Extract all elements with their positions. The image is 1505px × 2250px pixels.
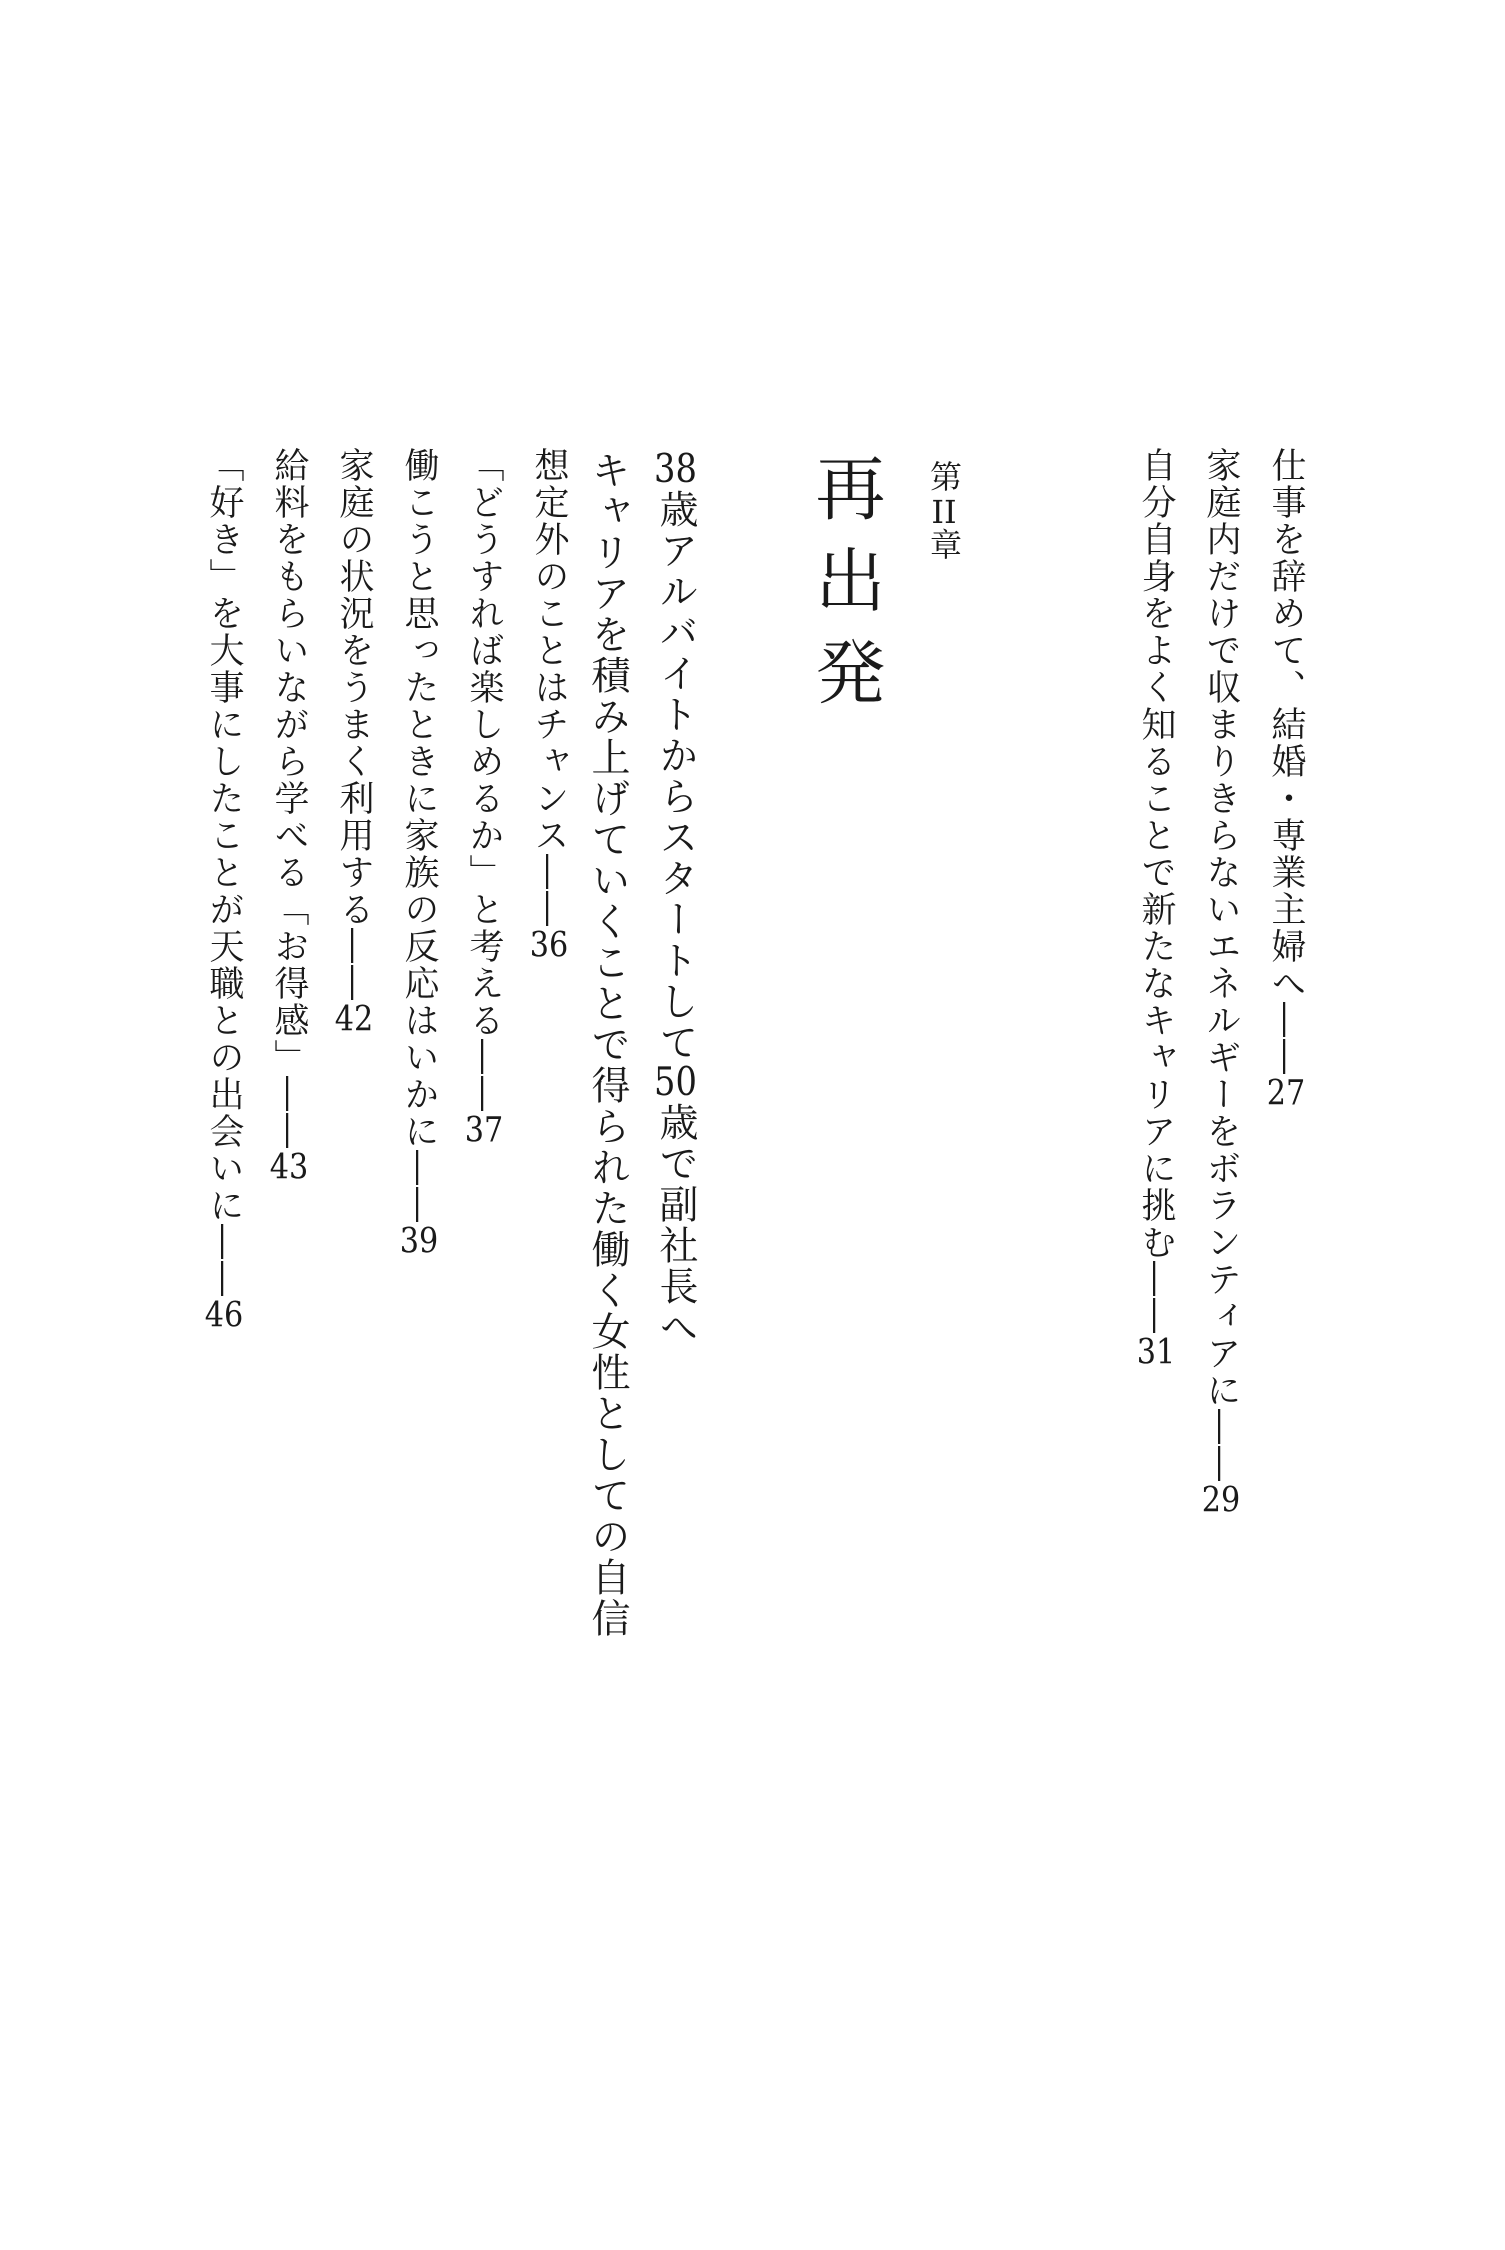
toc-entry[interactable] <box>1132 447 1179 1370</box>
entry-leader: ―― <box>1201 1409 1241 1483</box>
entry-leader: ―― <box>334 928 374 1002</box>
entry-leader: ―― <box>1136 1261 1176 1335</box>
chapter-prefix: 第 <box>925 460 963 496</box>
entry-title: 働こうと思ったときに家族の反応はいかに <box>399 447 439 1150</box>
entry-leader: ―― <box>464 1039 504 1113</box>
subtitle-text: 歳で副社長へ <box>653 1102 698 1348</box>
entry-page-number: 42 <box>334 1002 374 1037</box>
entry-page-number: 27 <box>1266 1076 1306 1111</box>
chapter-suffix: 章 <box>925 528 963 564</box>
toc-entry[interactable] <box>265 447 312 1185</box>
toc-entry[interactable] <box>525 447 572 963</box>
entry-page-number: 43 <box>269 1150 309 1185</box>
entry-page-number: 31 <box>1136 1335 1176 1370</box>
chapter-number <box>925 460 963 564</box>
entry-page-number: 46 <box>204 1298 244 1333</box>
entry-page-number: 39 <box>399 1224 439 1259</box>
entry-title: 「好き」を大事にしたことが天職との出会いに <box>204 447 244 1224</box>
entry-leader: ―― <box>399 1150 439 1224</box>
entry-title: 給料をもらいながら学べる「お得感」 <box>269 447 309 1076</box>
entry-title: 「どうすれば楽しめるか」と考える <box>464 447 504 1039</box>
entry-title: 家庭の状況をうまく利用する <box>334 447 374 928</box>
chapter-title: 再出発 <box>804 452 886 728</box>
entry-page-number: 36 <box>529 928 569 963</box>
entry-page-number: 29 <box>1201 1483 1241 1518</box>
entry-title: 家庭内だけで収まりきらないエネルギーをボランティアに <box>1201 447 1241 1409</box>
entry-leader: ―― <box>204 1224 244 1298</box>
toc-entry[interactable] <box>395 447 442 1259</box>
entry-leader: ―― <box>269 1076 309 1150</box>
toc-entry[interactable] <box>1262 447 1309 1111</box>
entry-title: 仕事を辞めて、結婚・専業主婦へ <box>1266 447 1306 1002</box>
entry-title: 想定外のことはチャンス <box>529 447 569 854</box>
toc-entry[interactable] <box>460 447 507 1148</box>
entry-leader: ―― <box>1266 1002 1306 1076</box>
chapter-subtitle-line2: キャリアを積み上げていくことで得られた働く女性としての自信 <box>585 450 630 1639</box>
entry-leader: ―― <box>529 854 569 928</box>
entry-title: 自分自身をよく知ることで新たなキャリアに挑む <box>1136 447 1176 1261</box>
toc-entry[interactable] <box>200 447 247 1333</box>
subtitle-age-start: 38 <box>654 450 697 489</box>
subtitle-age-end: 50 <box>654 1063 697 1102</box>
toc-entry[interactable] <box>330 447 377 1037</box>
toc-entry[interactable] <box>1197 447 1244 1518</box>
entry-page-number: 37 <box>464 1113 504 1148</box>
chapter-subtitle-line1 <box>653 450 698 1348</box>
chapter-roman-numeral: II <box>931 496 957 528</box>
subtitle-text: 歳アルバイトからスタートして <box>653 489 698 1063</box>
